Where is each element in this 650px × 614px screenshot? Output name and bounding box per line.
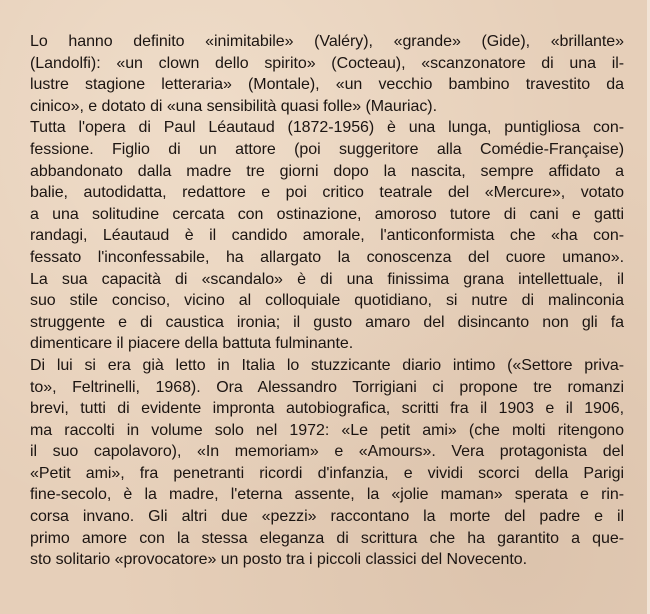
- text-line: (Landolfi): «un clown dello spirito» (Cocteau), «scanzonatore di una il-: [30, 54, 624, 72]
- text-line: cinico», e dotato di «una sensibilità quasi folle» (Mauriac).: [30, 97, 437, 115]
- text-line: fine-secolo, è la madre, l'eterna assente, la «jolie maman» sperata e rin-: [30, 486, 624, 504]
- text-line: fessato l'inconfessabile, ha allargato la conoscenza del cuore umano».: [30, 248, 624, 266]
- paragraph-novels: [30, 355, 624, 571]
- paragraph-critics-quotes: [30, 31, 624, 117]
- text-line: corsa invano. Gli altri due «pezzi» raccontano la morte del padre e il: [30, 508, 624, 526]
- text-line: a una solitudine cercata con ostinazione, amoroso tutore di cani e gatti: [30, 205, 624, 223]
- text-line: Tutta l'opera di Paul Léautaud (1872-1956) è una lunga, puntigliosa con-: [30, 119, 624, 137]
- text-line: ma raccolti in volume solo nel 1972: «Le petit ami» (che molti ritengono: [30, 421, 624, 439]
- text-line: abbandonato dalla madre tre giorni dopo la nascita, sempre affidato a: [30, 162, 624, 180]
- text-line: Di lui si era già letto in Italia lo stuzzicante diario intimo («Settore priva-: [30, 356, 624, 374]
- text-line: to», Feltrinelli, 1968). Ora Alessandro Torrigiani ci propone tre romanzi: [30, 378, 624, 396]
- text-line: randagi, Léautaud è il candido amorale, l'anticonformista che «ha con-: [30, 227, 624, 245]
- paragraph-biography: [30, 117, 624, 355]
- text-line: fessione. Figlio di un attore (poi suggeritore alla Comédie-Française): [30, 140, 624, 158]
- text-line: suo stile conciso, vicino al colloquiale quotidiano, si nutre di malinconia: [30, 292, 624, 310]
- text-line: brevi, tutti di evidente impronta autobiografica, scritti fra il 1903 e il 1906,: [30, 400, 624, 418]
- text-line: Lo hanno definito «inimitabile» (Valéry), «grande» (Gide), «brillante»: [30, 33, 624, 50]
- text-line: lustre stagione letteraria» (Montale), «un vecchio bambino travestito da: [30, 76, 624, 94]
- text-line: dimenticare il piacere della battuta fulminante.: [30, 335, 354, 353]
- text-line: balie, autodidatta, redattore e poi critico teatrale del «Mercure», votato: [30, 184, 624, 202]
- text-line: «Petit ami», fra penetranti ricordi d'infanzia, e vividi scorci della Parigi: [30, 464, 624, 482]
- text-line: La sua capacità di «scandalo» è di una finissima grana intellettuale, il: [30, 270, 624, 288]
- text-line: il suo capolavoro), «In memoriam» e «Amours». Vera protagonista del: [30, 443, 624, 461]
- text-line: primo amore con la stessa eleganza di scrittura che ha garantito a que-: [30, 529, 624, 547]
- blurb-text: [30, 31, 624, 571]
- text-line: struggente e di caustica ironia; il gusto amaro del disincanto non gli fa: [30, 313, 624, 331]
- text-line: sto solitario «provocatore» un posto tra i piccoli classici del Novecento.: [30, 551, 527, 569]
